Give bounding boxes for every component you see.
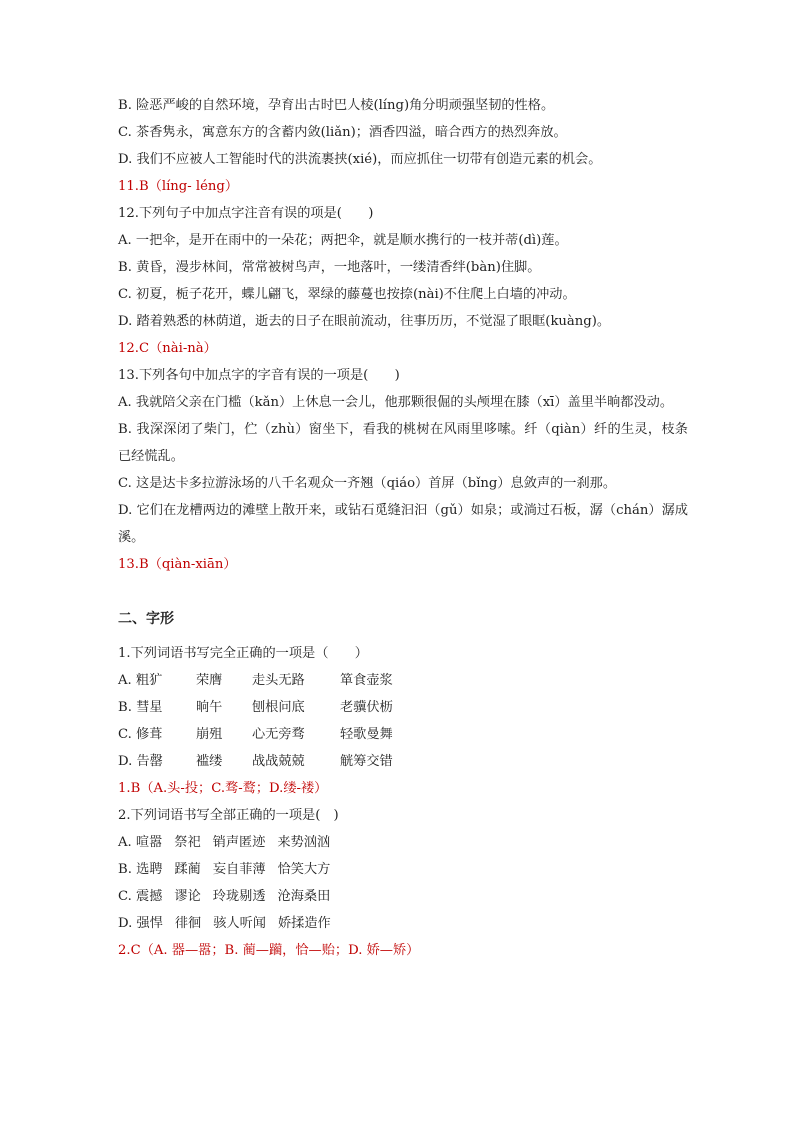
document-content (118, 92, 688, 964)
glyph-q2-row-c (118, 883, 688, 910)
q13-option-d: D. 它们在龙槽两边的滩壁上散开来，或钻石觅缝汩汩（gǔ）如泉；或淌过石板，潺（chán）潺成溪。 (118, 503, 688, 545)
cell: C. 修葺 (118, 727, 163, 742)
cell: 觥筹交错 (340, 754, 393, 769)
q12-option-d: D. 踏着熟悉的林荫道，逝去的日子在眼前流动，往事历历，不觉湿了眼眶(kuàng)。 (118, 314, 611, 329)
glyph-q1-row-c (118, 721, 688, 748)
cell: 娇揉造作 (278, 916, 331, 931)
q13-answer: 13.B（qiàn-xiān） (118, 557, 237, 572)
cell: 恰笑大方 (277, 862, 331, 877)
q10-option-d: D. 我们不应被人工智能时代的洪流裹挟(xié)，而应抓住一切带有创造元素的机会。 (118, 152, 602, 167)
q13-stem: 13.下列各句中加点字的字音有误的一项是( ) (118, 368, 400, 383)
glyph-q2-row-d (118, 910, 688, 937)
cell: 徘徊 (174, 916, 202, 931)
q12-option-a: A. 一把伞，是开在雨中的一朵花；两把伞，就是顺水携行的一枝并蒂(dì)莲。 (118, 233, 568, 248)
cell: A. 粗犷 (118, 673, 163, 688)
q11-answer: 11.B（líng- léng） (118, 179, 239, 194)
cell: 祭祀 (174, 835, 201, 850)
glyph-q2-row-a (118, 829, 688, 856)
cell: D. 强悍 (118, 916, 163, 931)
q12-stem: 12.下列句子中加点字注音有误的项是( ) (118, 206, 374, 221)
cell: 心无旁骛 (252, 727, 305, 742)
section-gap (118, 578, 688, 604)
glyph-q1-row-a (118, 667, 688, 694)
q13-option-a: A. 我就陪父亲在门槛（kǎn）上休息一会儿，他那颗很倔的头颅埋在膝（xī）盖里半晌都没动。 (118, 395, 674, 410)
glyph-q2-row-b (118, 856, 688, 883)
cell: 玲珑剔透 (212, 889, 266, 904)
cell: A. 喧嚣 (118, 835, 163, 850)
cell: 战战兢兢 (252, 754, 305, 769)
q13-option-c: C. 这是达卡多拉游泳场的八千名观众一齐翘（qiáo）首屏（bǐng）息敛声的一刹那。 (118, 476, 617, 491)
cell: 销声匿迹 (212, 835, 266, 850)
glyph-q1-answer: 1.B（A.头-投；C.骛-鹜；D.缕-褛） (118, 781, 328, 796)
q10-option-b: B. 险恶严峻的自然环境，孕育出古时巴人棱(líng)角分明顽强坚韧的性格。 (118, 98, 555, 113)
cell: 崩殂 (196, 727, 223, 742)
q10-option-c: C. 茶香隽永，寓意东方的含蓄内敛(liǎn)；酒香四溢，暗合西方的热烈奔放。 (118, 125, 567, 140)
cell: 走头无路 (252, 673, 305, 688)
cell: 来势汹汹 (277, 835, 331, 850)
cell: 骇人听闻 (213, 916, 266, 931)
section-heading-glyph: 二、字形 (118, 611, 174, 627)
q13-option-b: B. 我深深闭了柴门，伫（zhù）窗坐下，看我的桃树在风雨里哆嗦。纤（qiàn）纤的生灵，枝条已经慌乱。 (118, 422, 688, 464)
q12-answer: 12.C（nài-nà） (118, 341, 217, 356)
glyph-q2-stem: 2.下列词语书写全部正确的一项是( ) (118, 808, 339, 823)
cell: 谬论 (174, 889, 201, 904)
cell: 刨根问底 (252, 700, 305, 715)
cell: 沧海桑田 (277, 889, 331, 904)
glyph-q1-row-b (118, 694, 688, 721)
cell: C. 震撼 (118, 889, 163, 904)
cell: 妄自菲薄 (212, 862, 266, 877)
cell: D. 告罄 (118, 754, 163, 769)
q12-option-b: B. 黄昏，漫步林间，常常被树鸟声，一地落叶，一缕清香绊(bàn)住脚。 (118, 260, 541, 275)
glyph-q1-row-d (118, 748, 688, 775)
q12-option-c: C. 初夏，栀子花开，蝶儿翩飞，翠绿的藤蔓也按捺(nài)不住爬上白墙的冲动。 (118, 287, 576, 302)
cell: B. 彗星 (118, 700, 163, 715)
cell: 褴缕 (196, 754, 223, 769)
cell: B. 选聘 (118, 862, 163, 877)
cell: 荣膺 (196, 673, 223, 688)
cell: 晌午 (196, 700, 223, 715)
cell: 箪食壶浆 (340, 673, 393, 688)
cell: 轻歌曼舞 (340, 727, 393, 742)
glyph-q2-answer: 2.C（A. 器—嚣；B. 蔺—躏，恰—贻；D. 娇—矫） (118, 943, 420, 958)
cell: 老骥伏枥 (340, 700, 393, 715)
cell: 蹂蔺 (174, 862, 201, 877)
glyph-q1-stem: 1.下列词语书写完全正确的一项是（ ） (118, 646, 368, 661)
